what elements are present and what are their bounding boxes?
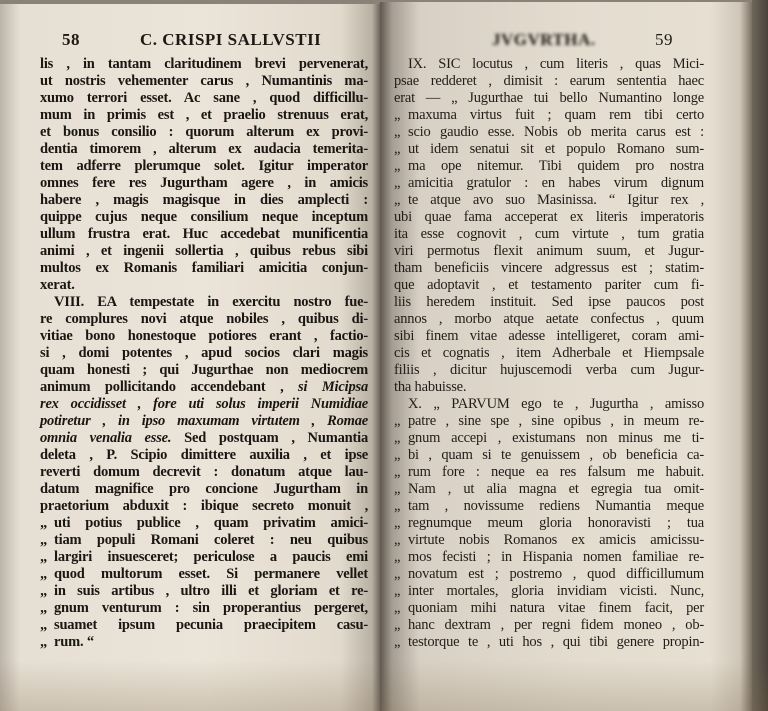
text-line	[394, 209, 704, 226]
quote-mark: „	[394, 447, 401, 463]
line-text-italic: potiretur , in ipso maxumam virtutem , Romae	[40, 413, 368, 429]
text-line	[40, 243, 368, 260]
line-text: VIII. EA tempestate in exercitu nostro fue-	[54, 294, 368, 310]
text-line	[394, 175, 704, 192]
quote-mark: „	[394, 617, 401, 633]
text-line	[40, 311, 368, 328]
line-text-italic: omnia venalia esse.	[40, 430, 172, 446]
line-text: re complures novi atque nobiles , quibus di-	[40, 311, 368, 327]
line-text: ubi quae fama acceperat ex literis imperatoris	[394, 209, 704, 225]
line-text: virtute nobis Romanos ex amicis amicissu-	[408, 532, 704, 548]
text-line	[394, 617, 704, 634]
text-line	[394, 379, 704, 396]
line-text: quoniam mihi natura vitae finem facit, per	[408, 600, 704, 616]
text-line	[40, 175, 368, 192]
line-text: xumo terrori esset. Ac sane , quod difficillu-	[40, 90, 368, 106]
quote-mark: „	[394, 158, 401, 174]
text-line	[394, 294, 704, 311]
page-edges	[752, 0, 768, 711]
line-text: datum magnifice pro concione Jugurtham in	[40, 481, 368, 497]
line-text: habere , magis magisque in dies amplecti :	[40, 192, 368, 208]
line-text: annos , morbo atque aetate confectus , quum	[394, 311, 704, 327]
text-line	[394, 447, 704, 464]
quote-mark: „	[40, 634, 48, 650]
text-line	[394, 413, 704, 430]
line-text: hanc dextram , per regni fidem moneo , ob-	[408, 617, 704, 633]
text-line	[394, 362, 704, 379]
line-text: dentia timorem , alterum ex audacia temerita-	[40, 141, 368, 157]
text-line	[394, 464, 704, 481]
line-text: tem adferre plerumque solet. Igitur imperator	[40, 158, 368, 174]
text-line	[40, 481, 368, 498]
text-line	[40, 634, 368, 651]
line-text: gnum accepi , existumans non minus me ti-	[408, 430, 704, 446]
line-text: largiri insuesceret; periculose a paucis emi	[54, 549, 368, 565]
line-text: animum pollicitando accendebant ,	[40, 379, 299, 395]
line-text: quippe cujus neque consilium neque inceptum	[40, 209, 368, 225]
quote-mark: „	[394, 583, 401, 599]
page-shadow	[0, 660, 768, 711]
text-line	[394, 481, 704, 498]
text-line	[40, 532, 368, 549]
line-text: tam , novissume rediens Numantia meque	[408, 498, 704, 514]
line-text: suamet ipsum pecunia praecipitem casu-	[54, 617, 368, 633]
text-line	[394, 345, 704, 362]
text-line	[394, 226, 704, 243]
line-text: vitiae bono honestoque potiores erant , factio-	[40, 328, 368, 344]
line-text: quod multorum esset. Si permanere vellet	[54, 566, 368, 582]
text-line	[40, 498, 368, 515]
line-text: patre , sine spe , sine opibus , in meum re-	[408, 413, 704, 429]
quote-mark: „	[40, 617, 48, 633]
text-line	[40, 124, 368, 141]
text-line	[394, 260, 704, 277]
quote-mark: „	[394, 532, 401, 548]
line-text: reverti domum decrevit : donatum atque lau-	[40, 464, 368, 480]
quote-mark: „	[394, 515, 401, 531]
line-text: amicitia gratulor : en habes virum dignum	[408, 175, 704, 191]
text-line	[394, 634, 704, 651]
quote-mark: „	[40, 532, 48, 548]
text-line	[394, 498, 704, 515]
text-line	[40, 345, 368, 362]
text-line	[394, 600, 704, 617]
text-line	[394, 328, 704, 345]
quote-mark: „	[394, 549, 401, 565]
line-text: que adoptavit , et testamento pariter cum fi-	[394, 277, 704, 293]
text-line	[40, 430, 368, 447]
line-text: psae redderet , dimisit : earum sententia haec	[394, 73, 704, 89]
line-text: rum fore : neque ea res falsum me habuit.	[408, 464, 704, 480]
text-line	[394, 396, 704, 413]
quote-mark: „	[394, 413, 401, 429]
quote-mark: „	[394, 498, 401, 514]
line-text: mos fecisti ; in Hispania nomen familiae re-	[408, 549, 704, 565]
line-text: et bonus consilio : quorum alterum ex provi-	[40, 124, 368, 140]
text-line	[394, 192, 704, 209]
line-text: Nam , ut alia magna et egregia tua omit-	[408, 481, 704, 497]
line-text: cis et cognatis , item Adherbale et Hiempsale	[394, 345, 704, 361]
text-line	[40, 379, 368, 396]
text-line	[40, 56, 368, 73]
quote-mark: „	[40, 549, 48, 565]
text-line	[40, 209, 368, 226]
text-line	[40, 192, 368, 209]
line-text: viri permotus flexit animum suum, et Jugur-	[394, 243, 704, 259]
text-line	[394, 90, 704, 107]
line-text: IX. SIC locutus , cum literis , quas Mici-	[408, 56, 704, 72]
line-text: praetorium abduxit : ibique secreto monuit ,	[40, 498, 368, 514]
line-text-italic: rex occidisset , fore uti solus imperii Numidiae	[40, 396, 368, 412]
quote-mark: „	[394, 107, 401, 123]
line-text: novatum est ; postremo , quod difficillumum	[408, 566, 704, 582]
text-line	[40, 617, 368, 634]
text-line	[394, 73, 704, 90]
line-text: inter mortales, gloria invidiam vicisti. Nunc,	[408, 583, 704, 599]
text-line	[40, 600, 368, 617]
text-line	[40, 464, 368, 481]
text-line	[394, 107, 704, 124]
text-line	[394, 141, 704, 158]
left-page-number: 58	[62, 30, 80, 49]
line-text: testorque te , uti hos , qui tibi genere propin-	[408, 634, 704, 650]
text-line	[40, 515, 368, 532]
line-text: omnes fere res Jugurtham agere , in amicis	[40, 175, 368, 191]
text-line	[394, 566, 704, 583]
quote-mark: „	[394, 175, 401, 191]
text-line	[40, 90, 368, 107]
line-text: X. „ PARVUM ego te , Jugurtha , amisso	[408, 396, 704, 412]
text-line	[394, 515, 704, 532]
right-running-head: JVGVRTHA.	[492, 30, 596, 49]
quote-mark: „	[394, 192, 401, 208]
line-text: te atque avo suo Masinissa. “ Igitur rex ,	[408, 192, 704, 208]
right-page-number: 59	[655, 30, 673, 49]
line-text: multos ex Romanis familiari amicitia conjun-	[40, 260, 368, 276]
line-text-italic: si Micipsa	[298, 379, 368, 395]
line-text: animi , et ingenii sollertia , quibus rebus sibi	[40, 243, 368, 259]
quote-mark: „	[40, 600, 48, 616]
line-text: rum. “	[54, 634, 94, 650]
line-text: quam honesti ; qui Jugurthae non mediocrem	[40, 362, 368, 378]
text-line	[394, 583, 704, 600]
quote-mark: „	[394, 124, 401, 140]
text-line	[394, 243, 704, 260]
text-line	[394, 56, 704, 73]
line-text: filiis , dicitur hujuscemodi verba cum Jugur-	[394, 362, 704, 378]
text-line	[394, 549, 704, 566]
line-text: ma ope nitemur. Tibi quidem pro nostra	[408, 158, 704, 174]
text-line	[40, 328, 368, 345]
text-line	[394, 277, 704, 294]
quote-mark: „	[394, 600, 401, 616]
line-text: regnumque meum gloria honoravisti ; tua	[408, 515, 704, 531]
quote-mark: „	[394, 634, 401, 650]
quote-mark: „	[40, 515, 48, 531]
text-line	[40, 396, 368, 413]
text-line	[394, 158, 704, 175]
line-text: ita esse cognovit , cum virtute , tum gratia	[394, 226, 704, 242]
text-line	[40, 447, 368, 464]
line-text: ut idem senatui sit et populo Romano sum-	[408, 141, 704, 157]
quote-mark: „	[394, 430, 401, 446]
quote-mark: „	[394, 464, 401, 480]
quote-mark: „	[394, 481, 401, 497]
line-text: deleta , P. Scipio dimittere auxilia , et ipse	[40, 447, 368, 463]
line-text: Sed postquam , Numantia	[171, 430, 368, 446]
line-text: lis , in tantam claritudinem brevi pervenerat,	[40, 56, 368, 72]
text-line	[40, 141, 368, 158]
text-line	[40, 413, 368, 430]
text-line	[394, 430, 704, 447]
line-text: maxuma virtus fuit ; quam rem tibi certo	[408, 107, 704, 123]
text-line	[40, 549, 368, 566]
text-line	[40, 362, 368, 379]
line-text: si , domi potentes , apud socios clari magis	[40, 345, 368, 361]
text-line	[394, 532, 704, 549]
line-text: sibi finem vitae adesse intelligeret, coram ami-	[394, 328, 704, 344]
line-text: ullum frustra erat. Huc accedebat munificentia	[40, 226, 368, 242]
line-text: liis heredem instituit. Sed ipse paucos post	[394, 294, 704, 310]
left-page-text	[40, 56, 368, 651]
line-text: gnum venturum : sin properantius pergeret,	[54, 600, 368, 616]
line-text: xerat.	[40, 277, 75, 293]
text-line	[40, 158, 368, 175]
text-line	[40, 107, 368, 124]
line-text: erat — „ Jugurthae tui bello Numantino longe	[394, 90, 704, 106]
text-line	[40, 226, 368, 243]
line-text: uti potius publice , quam privatim amici-	[54, 515, 368, 531]
quote-mark: „	[40, 583, 48, 599]
line-text: tiam populi Romani coleret : neu quibus	[54, 532, 368, 548]
text-line	[40, 277, 368, 294]
text-line	[40, 294, 368, 311]
text-line	[394, 311, 704, 328]
right-page-text	[394, 56, 704, 651]
quote-mark: „	[394, 566, 401, 582]
text-line	[40, 73, 368, 90]
line-text: tha habuisse.	[394, 379, 467, 395]
quote-mark: „	[394, 141, 401, 157]
line-text: scio gaudio esse. Nobis ob merita carus est :	[408, 124, 704, 140]
line-text: tham beneficiis vincere adgressus est ; statim-	[394, 260, 704, 276]
text-line	[394, 124, 704, 141]
line-text: ut nostris vehementer carus , Numantinis ma-	[40, 73, 368, 89]
text-line	[40, 260, 368, 277]
left-running-head: C. CRISPI SALLVSTII	[140, 30, 322, 49]
quote-mark: „	[40, 566, 48, 582]
line-text: mum in primis est , et praelio strenuus erat,	[40, 107, 368, 123]
text-line	[40, 583, 368, 600]
text-line	[40, 566, 368, 583]
line-text: bi , quam si te genuissem , ob beneficia ca-	[408, 447, 704, 463]
line-text: in suis artibus , ultro illi et gloriam et re-	[54, 583, 368, 599]
